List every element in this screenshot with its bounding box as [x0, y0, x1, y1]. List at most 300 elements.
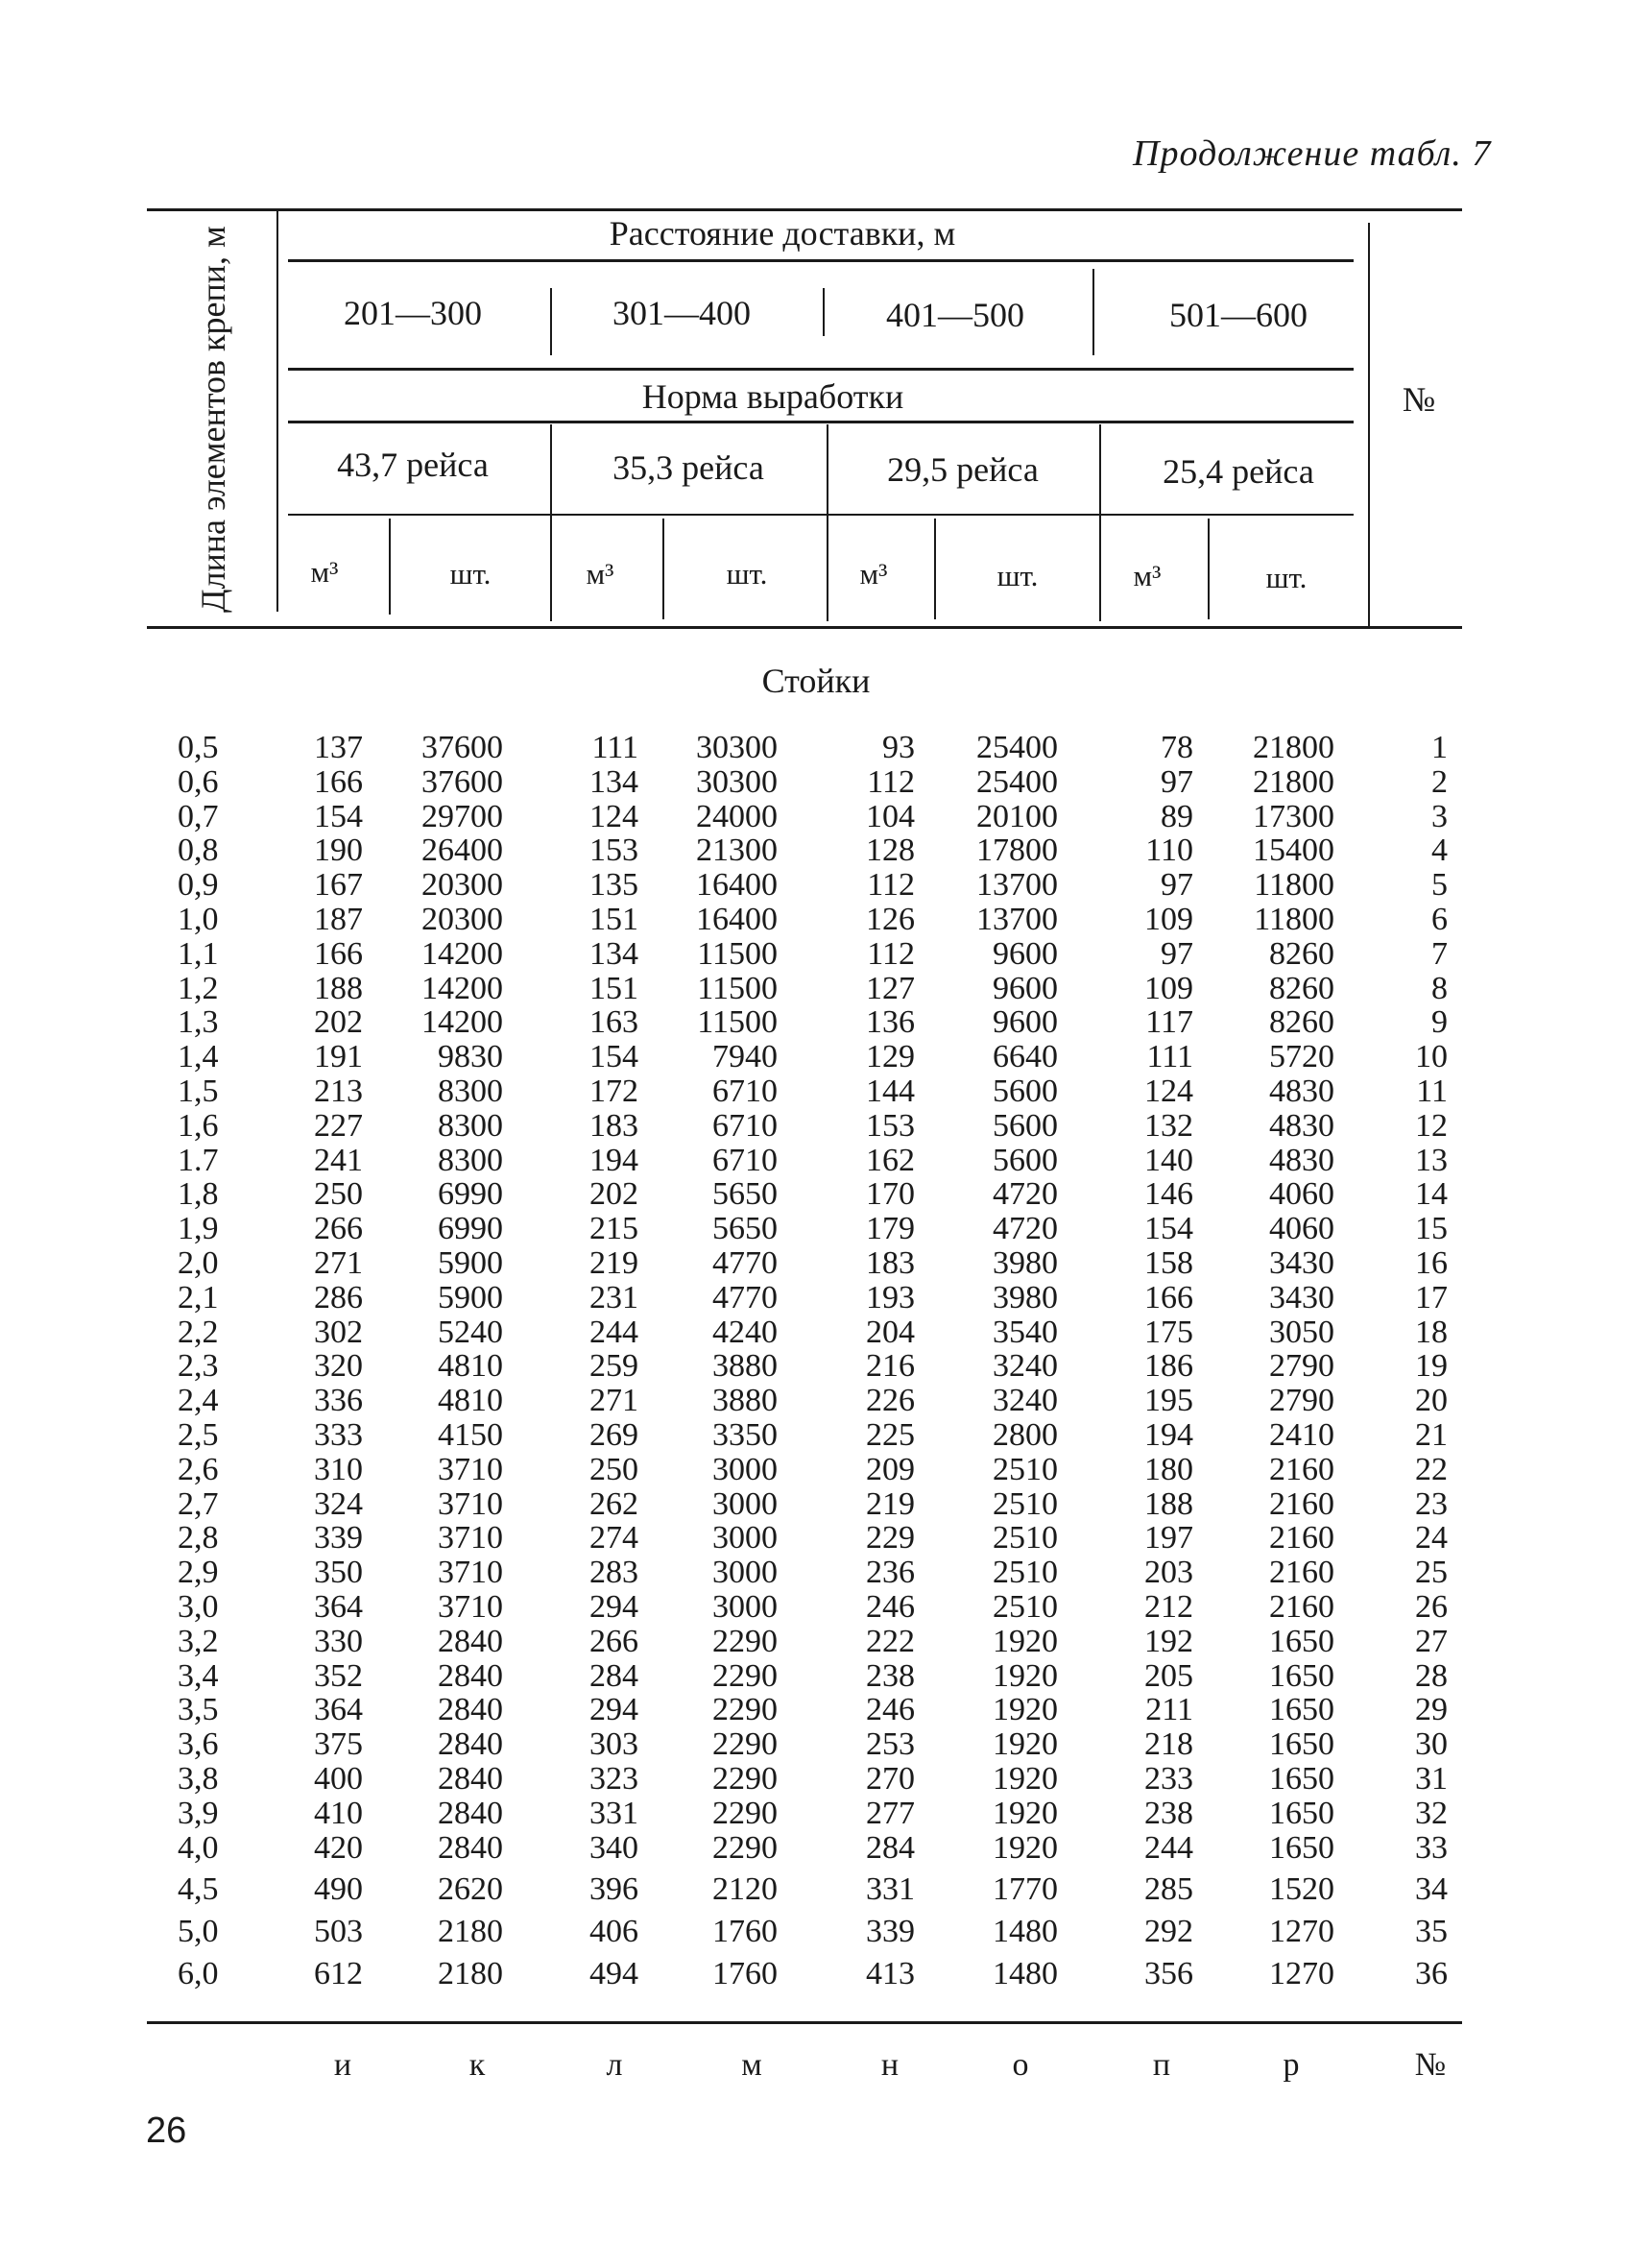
cell-number: 23 — [1415, 1485, 1448, 1522]
cell-m3-4: 238 — [1144, 1795, 1193, 1831]
table-row — [0, 1830, 1632, 1865]
cell-length: 5,0 — [178, 1914, 219, 1950]
cell-length: 6,0 — [178, 1956, 219, 1991]
cell-m3-4: 192 — [1144, 1623, 1193, 1659]
cell-m3-3: 193 — [866, 1279, 915, 1315]
table-bottom-rule — [147, 2021, 1462, 2024]
cell-m3-2: 271 — [589, 1383, 638, 1419]
cell-m3-1: 320 — [314, 1348, 363, 1385]
cell-length: 2,0 — [178, 1245, 219, 1281]
cell-m3-2: 283 — [589, 1555, 638, 1591]
cell-pcs-3: 13700 — [976, 902, 1058, 937]
cell-m3-3: 127 — [866, 970, 915, 1006]
cell-pcs-2: 30300 — [696, 763, 778, 800]
cell-pcs-2: 3880 — [712, 1348, 778, 1385]
cell-length: 2,2 — [178, 1314, 219, 1350]
trips-3: 29,5 рейса — [887, 450, 1039, 489]
cell-m3-4: 132 — [1144, 1107, 1193, 1144]
number-header: № — [1402, 380, 1436, 419]
cell-pcs-4: 1650 — [1269, 1657, 1334, 1694]
cell-pcs-4: 2160 — [1269, 1485, 1334, 1522]
cell-number: 28 — [1415, 1657, 1448, 1694]
cell-m3-2: 294 — [589, 1692, 638, 1728]
cell-pcs-2: 3000 — [712, 1520, 778, 1556]
cell-m3-1: 241 — [314, 1142, 363, 1178]
cell-m3-2: 250 — [589, 1451, 638, 1487]
cell-pcs-3: 1920 — [993, 1657, 1058, 1694]
cell-number: 20 — [1415, 1383, 1448, 1419]
cell-length: 2,9 — [178, 1555, 219, 1591]
table-row — [0, 799, 1632, 833]
cell-m3-2: 331 — [589, 1795, 638, 1831]
cell-m3-3: 331 — [866, 1871, 915, 1908]
cell-pcs-2: 3000 — [712, 1555, 778, 1591]
column-letter-number: № — [1414, 2047, 1447, 2083]
cell-m3-1: 350 — [314, 1555, 363, 1591]
cell-length: 3,5 — [178, 1692, 219, 1728]
cell-length: 1,2 — [178, 970, 219, 1006]
cell-pcs-2: 3880 — [712, 1383, 778, 1419]
cell-length: 3,6 — [178, 1726, 219, 1763]
cell-pcs-1: 2840 — [438, 1623, 503, 1659]
cell-pcs-3: 9600 — [993, 935, 1058, 972]
table-row — [0, 1108, 1632, 1143]
cell-m3-2: 153 — [589, 832, 638, 869]
trips-underline — [288, 514, 1354, 516]
cell-m3-3: 93 — [882, 730, 915, 765]
cell-pcs-1: 9830 — [438, 1039, 503, 1075]
cell-length: 1,0 — [178, 902, 219, 937]
cell-pcs-1: 8300 — [438, 1142, 503, 1178]
cell-pcs-1: 2840 — [438, 1829, 503, 1866]
cell-pcs-4: 8260 — [1269, 935, 1334, 972]
table-row — [0, 1280, 1632, 1315]
cell-m3-3: 413 — [866, 1956, 915, 1991]
cell-pcs-4: 1270 — [1269, 1914, 1334, 1950]
cell-number: 31 — [1415, 1761, 1448, 1797]
cell-m3-1: 286 — [314, 1279, 363, 1315]
cell-pcs-3: 3540 — [993, 1314, 1058, 1350]
trips-4: 25,4 рейса — [1163, 452, 1314, 491]
cell-pcs-4: 1650 — [1269, 1795, 1334, 1831]
cell-m3-1: 364 — [314, 1589, 363, 1625]
cell-pcs-1: 3710 — [438, 1485, 503, 1522]
cell-m3-2: 244 — [589, 1314, 638, 1350]
column-letter-i: и — [333, 2047, 352, 2083]
unit-m3-3: м³ — [859, 557, 888, 591]
cell-m3-2: 151 — [589, 902, 638, 937]
cell-pcs-1: 4810 — [438, 1383, 503, 1419]
cell-m3-4: 197 — [1144, 1520, 1193, 1556]
cell-m3-2: 194 — [589, 1142, 638, 1178]
cell-length: 2,7 — [178, 1485, 219, 1522]
cell-pcs-4: 2160 — [1269, 1520, 1334, 1556]
unit-divider-1 — [389, 519, 391, 615]
cell-m3-3: 153 — [866, 1107, 915, 1144]
cell-pcs-2: 5650 — [712, 1176, 778, 1213]
cell-m3-4: 244 — [1144, 1829, 1193, 1866]
cell-pcs-3: 25400 — [976, 730, 1058, 765]
cell-m3-1: 333 — [314, 1417, 363, 1453]
cell-m3-4: 175 — [1144, 1314, 1193, 1350]
cell-pcs-4: 3050 — [1269, 1314, 1334, 1350]
table-row — [0, 1004, 1632, 1039]
norm-title-underline — [288, 421, 1354, 423]
cell-number: 13 — [1415, 1142, 1448, 1178]
cell-pcs-3: 17800 — [976, 832, 1058, 869]
table-row — [0, 1383, 1632, 1417]
trip-divider-3 — [1099, 424, 1101, 621]
distance-title: Расстояние доставки, м — [609, 214, 956, 253]
unit-pcs-4: шт. — [1265, 561, 1308, 594]
cell-length: 1,5 — [178, 1074, 219, 1109]
cell-pcs-3: 1920 — [993, 1726, 1058, 1763]
cell-pcs-1: 5900 — [438, 1245, 503, 1281]
table-row — [0, 764, 1632, 799]
cell-m3-2: 163 — [589, 1004, 638, 1041]
table-row — [0, 971, 1632, 1005]
cell-pcs-3: 1920 — [993, 1761, 1058, 1797]
cell-m3-3: 246 — [866, 1692, 915, 1728]
table-row — [0, 1176, 1632, 1211]
cell-m3-2: 135 — [589, 867, 638, 904]
cell-pcs-2: 24000 — [696, 798, 778, 834]
cell-number: 7 — [1431, 935, 1448, 972]
cell-m3-1: 420 — [314, 1829, 363, 1866]
cell-pcs-4: 2160 — [1269, 1589, 1334, 1625]
cell-m3-1: 191 — [314, 1039, 363, 1075]
cell-m3-1: 250 — [314, 1176, 363, 1213]
cell-pcs-4: 4830 — [1269, 1074, 1334, 1109]
cell-pcs-1: 6990 — [438, 1176, 503, 1213]
unit-m3-1: м³ — [310, 555, 339, 589]
cell-pcs-4: 2160 — [1269, 1555, 1334, 1591]
cell-m3-2: 266 — [589, 1623, 638, 1659]
cell-length: 1,4 — [178, 1039, 219, 1075]
cell-pcs-1: 2620 — [438, 1871, 503, 1908]
cell-m3-2: 202 — [589, 1176, 638, 1213]
cell-m3-2: 262 — [589, 1485, 638, 1522]
cell-m3-4: 78 — [1161, 730, 1193, 765]
cell-pcs-3: 2510 — [993, 1451, 1058, 1487]
cell-pcs-2: 11500 — [697, 935, 778, 972]
cell-m3-1: 227 — [314, 1107, 363, 1144]
cell-number: 33 — [1415, 1829, 1448, 1866]
cell-length: 2,5 — [178, 1417, 219, 1453]
cell-length: 4,0 — [178, 1829, 219, 1866]
cell-m3-3: 219 — [866, 1485, 915, 1522]
cell-m3-1: 503 — [314, 1914, 363, 1950]
cell-number: 15 — [1415, 1211, 1448, 1247]
cell-length: 1,3 — [178, 1004, 219, 1041]
table-row — [0, 1039, 1632, 1074]
cell-number: 17 — [1415, 1279, 1448, 1315]
table-row — [0, 1658, 1632, 1693]
cell-pcs-1: 5900 — [438, 1279, 503, 1315]
cell-number: 8 — [1431, 970, 1448, 1006]
table-row — [0, 1914, 1632, 1948]
cell-pcs-3: 1480 — [993, 1914, 1058, 1950]
cell-pcs-4: 2160 — [1269, 1451, 1334, 1487]
column-letter-r: р — [1283, 2047, 1300, 2083]
cell-m3-1: 202 — [314, 1004, 363, 1041]
cell-pcs-2: 4770 — [712, 1245, 778, 1281]
cell-length: 3,9 — [178, 1795, 219, 1831]
header-bottom-rule — [147, 626, 1462, 629]
cell-pcs-4: 11800 — [1254, 867, 1334, 904]
cell-m3-4: 140 — [1144, 1142, 1193, 1178]
cell-m3-2: 406 — [589, 1914, 638, 1950]
cell-pcs-2: 3350 — [712, 1417, 778, 1453]
cell-pcs-4: 3430 — [1269, 1279, 1334, 1315]
cell-m3-3: 112 — [867, 935, 915, 972]
cell-pcs-2: 2290 — [712, 1761, 778, 1797]
cell-m3-1: 364 — [314, 1692, 363, 1728]
cell-pcs-4: 1650 — [1269, 1692, 1334, 1728]
unit-pcs-2: шт. — [726, 557, 768, 591]
cell-m3-2: 183 — [589, 1107, 638, 1144]
cell-pcs-3: 3980 — [993, 1279, 1058, 1315]
table-row — [0, 1348, 1632, 1383]
cell-pcs-3: 4720 — [993, 1211, 1058, 1247]
cell-m3-4: 212 — [1144, 1589, 1193, 1625]
cell-pcs-2: 2290 — [712, 1795, 778, 1831]
cell-m3-1: 213 — [314, 1074, 363, 1109]
table-caption: Продолжение табл. 7 — [1133, 133, 1492, 174]
column-letter-k: к — [468, 2047, 486, 2083]
cell-length: 0,5 — [178, 730, 219, 765]
cell-number: 35 — [1415, 1914, 1448, 1950]
cell-m3-2: 396 — [589, 1871, 638, 1908]
cell-number: 2 — [1431, 763, 1448, 800]
cell-m3-2: 134 — [589, 935, 638, 972]
cell-m3-3: 246 — [866, 1589, 915, 1625]
cell-m3-2: 231 — [589, 1279, 638, 1315]
cell-m3-4: 186 — [1144, 1348, 1193, 1385]
cell-m3-2: 134 — [589, 763, 638, 800]
table-row — [0, 867, 1632, 902]
range-501-600: 501—600 — [1169, 296, 1308, 334]
cell-pcs-3: 3240 — [993, 1348, 1058, 1385]
cell-m3-4: 109 — [1144, 902, 1193, 937]
cell-m3-3: 209 — [866, 1451, 915, 1487]
cell-m3-1: 490 — [314, 1871, 363, 1908]
cell-number: 16 — [1415, 1245, 1448, 1281]
table-row — [0, 1245, 1632, 1280]
table-row — [0, 1692, 1632, 1726]
cell-pcs-2: 21300 — [696, 832, 778, 869]
cell-m3-2: 340 — [589, 1829, 638, 1866]
cell-pcs-4: 1650 — [1269, 1761, 1334, 1797]
cell-pcs-1: 3710 — [438, 1451, 503, 1487]
cell-pcs-3: 5600 — [993, 1142, 1058, 1178]
header-right-divider — [1368, 223, 1370, 626]
cell-pcs-3: 4720 — [993, 1176, 1058, 1213]
cell-pcs-1: 26400 — [421, 832, 503, 869]
cell-length: 3,0 — [178, 1589, 219, 1625]
cell-pcs-1: 8300 — [438, 1107, 503, 1144]
table-row — [0, 730, 1632, 764]
cell-m3-1: 166 — [314, 935, 363, 972]
cell-pcs-2: 16400 — [696, 867, 778, 904]
cell-m3-2: 111 — [591, 730, 638, 765]
cell-pcs-3: 5600 — [993, 1074, 1058, 1109]
cell-m3-2: 151 — [589, 970, 638, 1006]
cell-pcs-2: 4240 — [712, 1314, 778, 1350]
cell-length: 2,3 — [178, 1348, 219, 1385]
cell-pcs-4: 3430 — [1269, 1245, 1334, 1281]
cell-m3-3: 284 — [866, 1829, 915, 1866]
cell-m3-2: 303 — [589, 1726, 638, 1763]
cell-m3-4: 195 — [1144, 1383, 1193, 1419]
cell-pcs-3: 1770 — [993, 1871, 1058, 1908]
cell-pcs-4: 2790 — [1269, 1348, 1334, 1385]
cell-pcs-4: 21800 — [1253, 730, 1334, 765]
cell-m3-2: 215 — [589, 1211, 638, 1247]
cell-pcs-1: 14200 — [421, 970, 503, 1006]
cell-m3-1: 190 — [314, 832, 363, 869]
cell-number: 12 — [1415, 1107, 1448, 1144]
cell-length: 1,6 — [178, 1107, 219, 1144]
cell-m3-2: 219 — [589, 1245, 638, 1281]
cell-pcs-3: 5600 — [993, 1107, 1058, 1144]
unit-m3-2: м³ — [586, 557, 614, 591]
cell-pcs-4: 2410 — [1269, 1417, 1334, 1453]
table-row — [0, 1211, 1632, 1245]
cell-m3-4: 109 — [1144, 970, 1193, 1006]
cell-number: 29 — [1415, 1692, 1448, 1728]
cell-pcs-1: 2840 — [438, 1657, 503, 1694]
cell-m3-1: 187 — [314, 902, 363, 937]
cell-m3-3: 225 — [866, 1417, 915, 1453]
cell-m3-4: 203 — [1144, 1555, 1193, 1591]
cell-m3-1: 266 — [314, 1211, 363, 1247]
cell-m3-2: 284 — [589, 1657, 638, 1694]
cell-m3-4: 97 — [1161, 935, 1193, 972]
cell-pcs-1: 37600 — [421, 730, 503, 765]
cell-pcs-2: 2290 — [712, 1657, 778, 1694]
cell-m3-4: 154 — [1144, 1211, 1193, 1247]
cell-m3-3: 216 — [866, 1348, 915, 1385]
column-letter-n: н — [880, 2047, 900, 2083]
cell-pcs-1: 2840 — [438, 1692, 503, 1728]
cell-pcs-1: 2180 — [438, 1914, 503, 1950]
row-length-header: Длина элементов крепи, м — [194, 226, 232, 613]
cell-m3-4: 233 — [1144, 1761, 1193, 1797]
cell-m3-4: 292 — [1144, 1914, 1193, 1950]
cell-pcs-1: 2840 — [438, 1726, 503, 1763]
cell-pcs-1: 6990 — [438, 1211, 503, 1247]
trips-2: 35,3 рейса — [612, 448, 764, 487]
cell-pcs-1: 29700 — [421, 798, 503, 834]
table-row — [0, 1417, 1632, 1452]
cell-m3-1: 400 — [314, 1761, 363, 1797]
cell-pcs-3: 2510 — [993, 1520, 1058, 1556]
cell-m3-1: 352 — [314, 1657, 363, 1694]
cell-m3-4: 146 — [1144, 1176, 1193, 1213]
table-row — [0, 1555, 1632, 1589]
cell-number: 9 — [1431, 1004, 1448, 1041]
cell-pcs-4: 4060 — [1269, 1176, 1334, 1213]
cell-m3-4: 110 — [1145, 832, 1193, 869]
cell-number: 19 — [1415, 1348, 1448, 1385]
table-row — [0, 936, 1632, 971]
cell-m3-4: 97 — [1161, 763, 1193, 800]
cell-m3-3: 339 — [866, 1914, 915, 1950]
cell-length: 1,9 — [178, 1211, 219, 1247]
cell-m3-4: 124 — [1144, 1074, 1193, 1109]
cell-m3-2: 269 — [589, 1417, 638, 1453]
cell-m3-4: 158 — [1144, 1245, 1193, 1281]
cell-m3-3: 238 — [866, 1657, 915, 1694]
cell-pcs-2: 11500 — [697, 1004, 778, 1041]
cell-number: 14 — [1415, 1176, 1448, 1213]
table-row — [0, 1796, 1632, 1830]
table-row — [0, 1956, 1632, 1991]
unit-divider-2 — [662, 519, 664, 619]
trip-divider-2 — [827, 424, 828, 621]
cell-m3-3: 270 — [866, 1761, 915, 1797]
cell-m3-3: 226 — [866, 1383, 915, 1419]
cell-m3-2: 294 — [589, 1589, 638, 1625]
cell-m3-1: 166 — [314, 763, 363, 800]
cell-pcs-1: 20300 — [421, 867, 503, 904]
cell-pcs-1: 37600 — [421, 763, 503, 800]
cell-pcs-4: 8260 — [1269, 970, 1334, 1006]
cell-pcs-4: 1520 — [1269, 1871, 1334, 1908]
cell-m3-3: 104 — [866, 798, 915, 834]
cell-number: 1 — [1431, 730, 1448, 765]
cell-m3-4: 205 — [1144, 1657, 1193, 1694]
cell-length: 1,8 — [178, 1176, 219, 1213]
cell-pcs-2: 1760 — [712, 1956, 778, 1991]
table-row — [0, 1315, 1632, 1349]
cell-m3-4: 211 — [1145, 1692, 1193, 1728]
cell-length: 0,7 — [178, 798, 219, 834]
cell-pcs-4: 1650 — [1269, 1726, 1334, 1763]
cell-m3-1: 271 — [314, 1245, 363, 1281]
cell-pcs-3: 2510 — [993, 1589, 1058, 1625]
unit-divider-3 — [934, 519, 936, 619]
table-row — [0, 832, 1632, 867]
cell-pcs-4: 8260 — [1269, 1004, 1334, 1041]
cell-m3-1: 137 — [314, 730, 363, 765]
norm-title: Норма выработки — [641, 377, 904, 416]
cell-number: 27 — [1415, 1623, 1448, 1659]
page-number: 26 — [146, 2111, 187, 2151]
cell-pcs-2: 3000 — [712, 1485, 778, 1522]
table-row — [0, 1452, 1632, 1486]
cell-m3-3: 170 — [866, 1176, 915, 1213]
cell-m3-3: 126 — [866, 902, 915, 937]
cell-m3-1: 339 — [314, 1520, 363, 1556]
cell-number: 11 — [1416, 1074, 1448, 1109]
cell-m3-2: 124 — [589, 798, 638, 834]
cell-length: 0,9 — [178, 867, 219, 904]
cell-m3-1: 302 — [314, 1314, 363, 1350]
cell-number: 32 — [1415, 1795, 1448, 1831]
cell-pcs-2: 3000 — [712, 1451, 778, 1487]
range-401-500: 401—500 — [886, 296, 1024, 334]
table-row — [0, 1074, 1632, 1108]
cell-m3-3: 179 — [866, 1211, 915, 1247]
cell-pcs-3: 13700 — [976, 867, 1058, 904]
cell-pcs-4: 21800 — [1253, 763, 1334, 800]
cell-number: 26 — [1415, 1589, 1448, 1625]
cell-pcs-3: 1920 — [993, 1623, 1058, 1659]
cell-pcs-2: 2290 — [712, 1726, 778, 1763]
cell-pcs-4: 4060 — [1269, 1211, 1334, 1247]
